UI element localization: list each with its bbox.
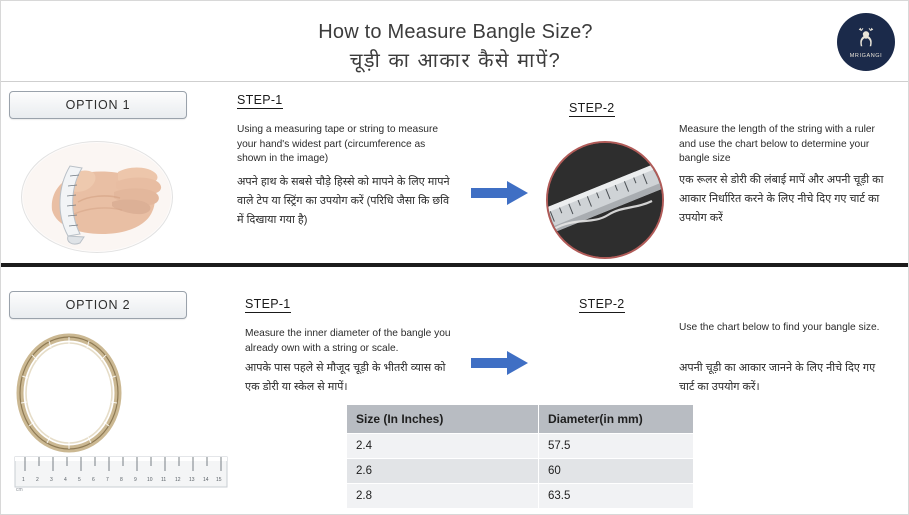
svg-text:cm: cm	[16, 487, 23, 493]
svg-text:8: 8	[120, 477, 123, 483]
option-2-pill	[9, 291, 187, 319]
string-on-ruler-photo	[546, 141, 664, 259]
table-row	[347, 484, 694, 509]
column-header-diameter: Diameter(in mm)	[539, 405, 694, 434]
page-subtitle-hindi: चूड़ी का आकार कैसे मापें?	[349, 50, 562, 72]
table-row	[347, 459, 694, 484]
page-header	[1, 1, 909, 82]
svg-text:12: 12	[175, 477, 181, 483]
brand-logo	[837, 13, 895, 71]
svg-text:11: 11	[161, 477, 167, 483]
svg-text:6: 6	[92, 477, 95, 483]
deer-icon	[853, 26, 879, 52]
cell-diameter: 63.5	[539, 484, 694, 509]
bangle-with-ruler-photo	[11, 331, 231, 501]
cell-size: 2.6	[347, 459, 539, 484]
svg-text:7: 7	[106, 477, 109, 483]
svg-text:1: 1	[22, 477, 25, 483]
table-header-row	[347, 405, 694, 434]
hand-with-measuring-tape-photo	[21, 141, 173, 253]
option-1-label: OPTION 1	[65, 98, 131, 112]
svg-text:10: 10	[147, 477, 153, 483]
cell-size: 2.4	[347, 434, 539, 459]
option2-step1-text-en: Measure the inner diameter of the bangle you already own with a string or scale.	[245, 328, 451, 354]
option1-step2-text-en: Measure the length of the string with a ruler and use the chart below to determine your bangle size	[679, 124, 875, 164]
section-divider	[1, 263, 909, 267]
bangle-size-table	[346, 404, 694, 509]
option-1-pill	[9, 91, 187, 119]
option2-step1-heading: STEP-1	[245, 297, 291, 311]
right-arrow-icon-2	[471, 351, 529, 380]
svg-text:5: 5	[78, 477, 81, 483]
option-2-label: OPTION 2	[65, 298, 131, 312]
option1-step2-heading: STEP-2	[569, 101, 615, 115]
svg-text:15: 15	[216, 477, 222, 483]
cell-diameter: 60	[539, 459, 694, 484]
option2-step2-heading: STEP-2	[579, 297, 625, 311]
page-title: How to Measure Bangle Size?	[318, 21, 593, 43]
svg-text:4: 4	[64, 477, 67, 483]
option2-step1-text-hi: आपके पास पहले से मौजूद चूड़ी के भीतरी व्यास को एक डोरी या स्केल से मापें।	[245, 362, 446, 393]
brand-name: MRIGANGI	[849, 52, 883, 59]
cell-size: 2.8	[347, 484, 539, 509]
table-row	[347, 434, 694, 459]
svg-text:2: 2	[36, 477, 39, 483]
svg-text:9: 9	[134, 477, 137, 483]
column-header-size: Size (In Inches)	[347, 405, 539, 434]
option1-step1-text-hi: अपने हाथ के सबसे चौड़े हिस्से को मापने के लिए मापने वाले टेप या स्ट्रिंग का उपयोग करें (परिधि जैसा कि छवि में दिखाया गया है)	[237, 176, 450, 226]
svg-text:3: 3	[50, 477, 53, 483]
cell-diameter: 57.5	[539, 434, 694, 459]
option1-step2-text-hi: एक रूलर से डोरी की लंबाई मापें और अपनी चूड़ी का आकार निर्धारित करने के लिए नीचे दिए गए चार्ट का उपयोग करें	[679, 174, 884, 224]
option2-step2-text-hi: अपनी चूड़ी का आकार जानने के लिए नीचे दिए गए चार्ट का उपयोग करें।	[679, 362, 876, 393]
svg-text:14: 14	[203, 477, 209, 483]
option2-step2-text-en: Use the chart below to find your bangle size.	[679, 322, 880, 333]
svg-text:13: 13	[189, 477, 195, 483]
option1-step1-text-en: Using a measuring tape or string to measure your hand's widest part (circumference as shown in the image)	[237, 124, 439, 164]
option1-step1-heading: STEP-1	[237, 93, 283, 107]
right-arrow-icon	[471, 181, 529, 210]
